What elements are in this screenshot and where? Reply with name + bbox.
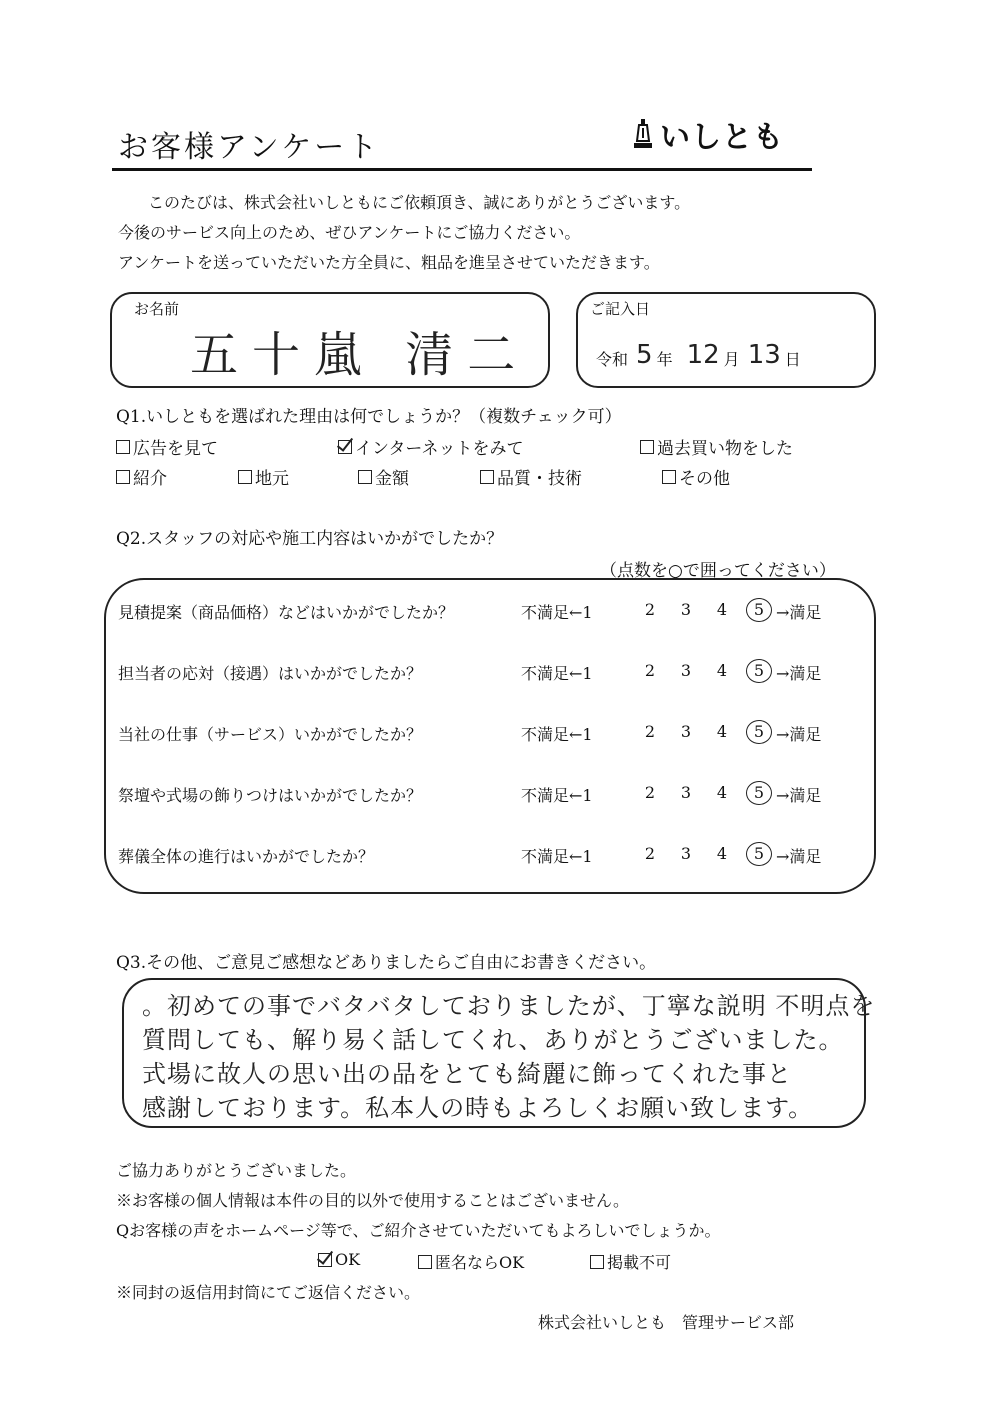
scale-high-label: →満足	[776, 664, 822, 683]
q3-question: Q3.その他、ご意見ご感想などありましたらご自由にお書きください。	[116, 953, 657, 973]
rating-score-option[interactable]: 3	[680, 844, 692, 863]
rating-question: 祭壇や式場の飾りつけはいかがでしたか？	[118, 786, 423, 805]
rating-row	[106, 659, 874, 689]
rating-row	[106, 781, 874, 811]
q1-option[interactable]: 過去買い物をした	[640, 434, 793, 459]
rating-score-option[interactable]: 4	[716, 661, 728, 680]
scale-low-label: 不満足←1	[521, 786, 593, 805]
name-label: お名前	[134, 300, 180, 318]
date-year: 5	[636, 340, 653, 370]
rating-score-selected[interactable]: 5	[746, 598, 772, 622]
scale-high-label: →満足	[776, 847, 822, 866]
q2-question: Q2.スタッフの対応や施工内容はいかがでしたか？	[116, 529, 504, 549]
comment-line-4: 感謝しております。私本人の時もよろしくお願い致します。	[142, 1094, 814, 1122]
rating-box	[104, 578, 876, 894]
intro-line-2: 今後のサービス向上のため、ぜひアンケートにご協力ください。	[118, 223, 581, 242]
checkbox-icon[interactable]	[418, 1255, 432, 1269]
rating-score-option[interactable]: 3	[680, 661, 692, 680]
scale-low-label: 不満足←1	[521, 664, 593, 683]
name-box	[110, 292, 550, 388]
scale-high-label: →満足	[776, 603, 822, 622]
checkbox-icon[interactable]	[116, 470, 130, 484]
date-label: ご記入日	[590, 300, 651, 318]
rating-score-selected[interactable]: 5	[746, 842, 772, 866]
rating-score-option[interactable]: 3	[680, 722, 692, 741]
comment-box	[122, 978, 876, 1128]
comment-line-3: 式場に故人の思い出の品をとても綺麗に飾ってくれた事と	[142, 1060, 792, 1088]
logo-text: いしとも	[660, 120, 784, 155]
date-year-unit: 年	[656, 350, 673, 369]
checked-checkbox-icon[interactable]	[338, 440, 352, 454]
consent-option-decline[interactable]: 掲載不可	[590, 1250, 671, 1273]
checked-checkbox-icon[interactable]	[318, 1253, 332, 1267]
page-title: お客様アンケート	[118, 130, 381, 165]
name-value: 五十嵐 清二	[190, 327, 530, 383]
date-value	[596, 340, 801, 370]
rating-score-option[interactable]: 3	[680, 600, 692, 619]
q1-question: Q1.いしともを選ばれた理由は何でしょうか？（複数チェック可）	[116, 407, 622, 427]
rating-row	[106, 720, 874, 750]
rating-score-option[interactable]: 2	[644, 844, 656, 863]
q1-option[interactable]: その他	[662, 464, 730, 489]
rating-question: 葬儀全体の進行はいかがでしたか？	[118, 847, 375, 866]
rating-score-option[interactable]: 4	[716, 783, 728, 802]
rating-score-option[interactable]: 3	[680, 783, 692, 802]
date-month: 12	[686, 340, 720, 370]
intro-line-3: アンケートを送っていただいた方全員に、粗品を進呈させていただきます。	[118, 253, 660, 272]
rating-score-selected[interactable]: 5	[746, 720, 772, 744]
date-month-unit: 月	[723, 350, 740, 369]
q1-option[interactable]: 広告を見て	[116, 434, 218, 459]
q1-option[interactable]: 金額	[358, 464, 409, 489]
consent-option-anonymous[interactable]: 匿名ならOK	[418, 1250, 524, 1273]
date-day: 13	[747, 340, 781, 370]
scale-low-label: 不満足←1	[521, 847, 593, 866]
footer-return-note: ※同封の返信用封筒にてご返信ください。	[116, 1283, 421, 1302]
rating-question: 見積提案（商品価格）などはいかがでしたか？	[118, 603, 455, 622]
rating-row	[106, 842, 874, 872]
rating-score-option[interactable]: 2	[644, 722, 656, 741]
checkbox-icon[interactable]	[590, 1255, 604, 1269]
q1-option[interactable]: 地元	[238, 464, 289, 489]
company-logo	[632, 112, 784, 156]
title-underline	[112, 168, 812, 171]
rating-score-option[interactable]: 2	[644, 661, 656, 680]
checkbox-icon[interactable]	[662, 470, 676, 484]
date-box	[576, 292, 876, 388]
intro-line-1: このたびは、株式会社いしともにご依頼頂き、誠にありがとうございます。	[148, 193, 691, 212]
scale-high-label: →満足	[776, 725, 822, 744]
rating-question: 当社の仕事（サービス）いかがでしたか？	[118, 725, 423, 744]
rating-question: 担当者の応対（接遇）はいかがでしたか？	[118, 664, 423, 683]
scale-low-label: 不満足←1	[521, 725, 593, 744]
checkbox-icon[interactable]	[238, 470, 252, 484]
date-day-unit: 日	[784, 350, 801, 369]
footer-thanks: ご協力ありがとうございました。	[116, 1161, 357, 1180]
rating-score-option[interactable]: 4	[716, 844, 728, 863]
rating-score-selected[interactable]: 5	[746, 781, 772, 805]
date-era: 令和	[596, 350, 629, 369]
footer-privacy: ※お客様の個人情報は本件の目的以外で使用することはございません。	[116, 1191, 629, 1210]
q1-option[interactable]: インターネットをみて	[338, 434, 523, 459]
scale-low-label: 不満足←1	[521, 603, 593, 622]
checkbox-icon[interactable]	[640, 440, 654, 454]
consent-option-ok[interactable]: OK	[318, 1250, 360, 1269]
footer-consent-question: Qお客様の声をホームページ等で、ご紹介させていただいてもよろしいでしょうか。	[116, 1221, 721, 1240]
rating-score-selected[interactable]: 5	[746, 659, 772, 683]
checkbox-icon[interactable]	[358, 470, 372, 484]
footer-company: 株式会社いしとも 管理サービス部	[538, 1313, 795, 1332]
q1-option[interactable]: 品質・技術	[480, 464, 582, 489]
rating-score-option[interactable]: 4	[716, 722, 728, 741]
comment-line-2: 質問しても、解り易く話してくれ、ありがとうございました。	[142, 1026, 844, 1054]
rating-score-option[interactable]: 2	[644, 783, 656, 802]
comment-line-1: 。初めての事でバタバタしておりましたが、丁寧な説明 不明点を	[142, 992, 876, 1020]
rating-row	[106, 598, 874, 628]
scale-high-label: →満足	[776, 786, 822, 805]
lantern-icon	[632, 119, 654, 149]
rating-score-option[interactable]: 2	[644, 600, 656, 619]
q1-option[interactable]: 紹介	[116, 464, 167, 489]
checkbox-icon[interactable]	[480, 470, 494, 484]
rating-score-option[interactable]: 4	[716, 600, 728, 619]
q2-instruction: （点数を○で囲ってください）	[600, 561, 836, 581]
checkbox-icon[interactable]	[116, 440, 130, 454]
